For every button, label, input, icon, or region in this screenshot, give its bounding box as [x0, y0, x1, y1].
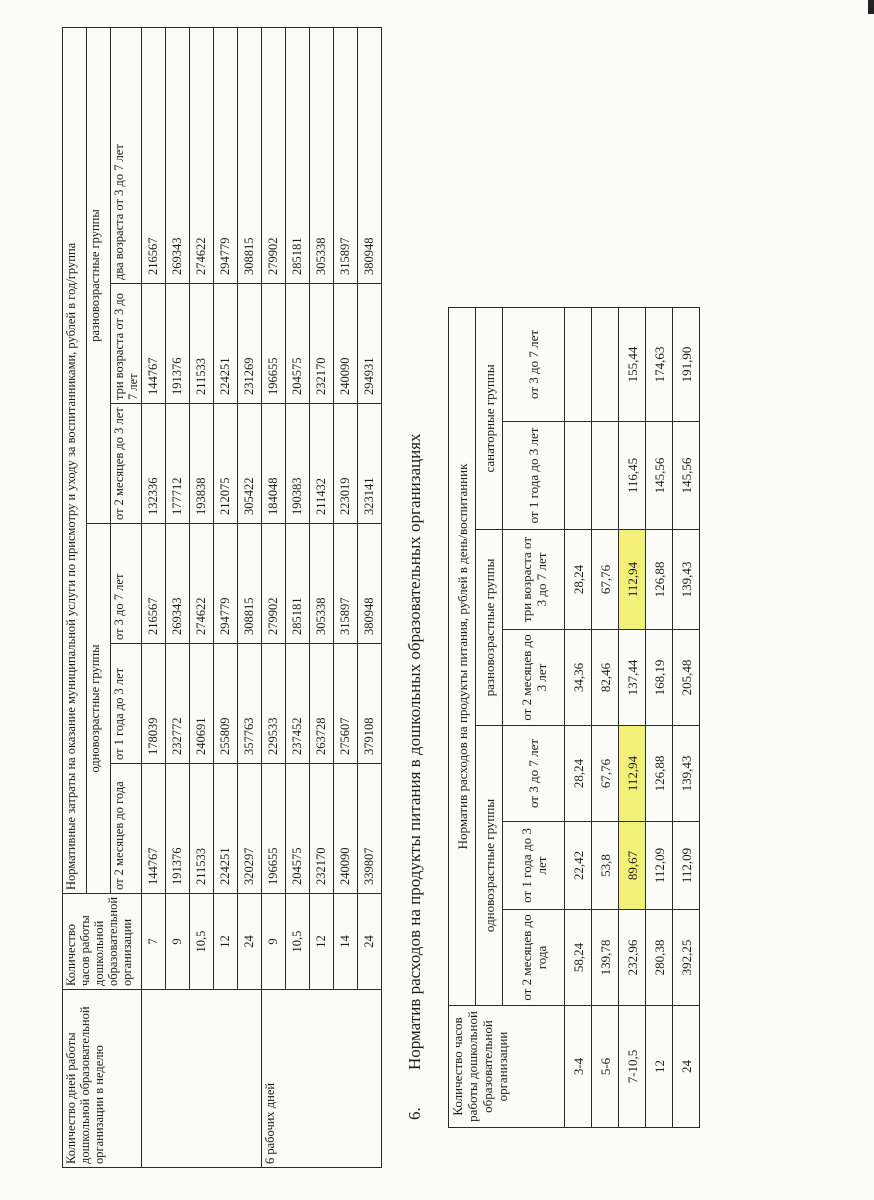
header-sanatorium: санаторные группы [476, 307, 503, 529]
header-same-age: одновозрастные группы [476, 726, 503, 1006]
value-cell: 112,09 [673, 822, 700, 910]
value-cell: 216567 [142, 524, 166, 644]
value-cell: 275607 [334, 644, 358, 764]
value-cell: 269343 [166, 524, 190, 644]
value-cell: 223019 [334, 404, 358, 524]
value-cell: 196655 [262, 284, 286, 404]
value-cell [565, 422, 592, 530]
value-cell: 308815 [238, 28, 262, 284]
value-cell: 177712 [166, 404, 190, 524]
value-cell: 190383 [286, 404, 310, 524]
hours-cell: 12 [310, 894, 334, 990]
section-heading [405, 220, 425, 1120]
value-cell: 132336 [142, 404, 166, 524]
value-cell: 294779 [214, 524, 238, 644]
value-cell: 232170 [310, 764, 334, 894]
value-cell: 216567 [142, 28, 166, 284]
header-col: от 2 месяцев до года [111, 764, 142, 894]
hours-cell: 5-6 [592, 1006, 619, 1128]
value-cell: 112,09 [646, 822, 673, 910]
value-cell: 137,44 [619, 630, 646, 726]
value-cell: 274622 [190, 28, 214, 284]
value-cell: 145,56 [646, 422, 673, 530]
value-cell: 196655 [262, 764, 286, 894]
value-cell: 212075 [214, 404, 238, 524]
value-cell: 155,44 [619, 307, 646, 421]
value-cell: 263728 [310, 644, 334, 764]
value-cell: 232772 [166, 644, 190, 764]
value-cell: 205,48 [673, 630, 700, 726]
value-cell: 305338 [310, 28, 334, 284]
value-cell: 294779 [214, 28, 238, 284]
hours-cell: 12 [214, 894, 238, 990]
value-cell: 67,76 [592, 530, 619, 630]
table-row [646, 307, 673, 1127]
value-cell [592, 307, 619, 421]
value-cell: 139,43 [673, 530, 700, 630]
group-label [142, 990, 262, 1168]
value-cell: 204575 [286, 764, 310, 894]
value-cell: 193838 [190, 404, 214, 524]
value-cell: 315897 [334, 524, 358, 644]
value-cell: 28,24 [565, 726, 592, 822]
value-cell: 112,94 [619, 530, 646, 630]
section-title: Норматив расходов на продукты питания в дошкольных образовательных организациях [405, 433, 424, 1070]
scan-edge-mark [868, 0, 874, 14]
value-cell: 294931 [358, 284, 382, 404]
value-cell: 237452 [286, 644, 310, 764]
value-cell: 58,24 [565, 910, 592, 1006]
value-cell [592, 422, 619, 530]
hours-cell: 14 [334, 894, 358, 990]
value-cell: 280,38 [646, 910, 673, 1006]
hours-cell: 24 [673, 1006, 700, 1128]
value-cell: 139,43 [673, 726, 700, 822]
value-cell: 279902 [262, 524, 286, 644]
value-cell: 274622 [190, 524, 214, 644]
table-row [565, 307, 592, 1127]
value-cell: 323141 [358, 404, 382, 524]
value-cell: 269343 [166, 28, 190, 284]
value-cell: 178039 [142, 644, 166, 764]
food-norms-table [448, 307, 700, 1128]
group-label: 6 рабочих дней [262, 990, 382, 1168]
value-cell: 240090 [334, 284, 358, 404]
hours-cell: 24 [238, 894, 262, 990]
value-cell: 211533 [190, 764, 214, 894]
value-cell: 126,88 [646, 530, 673, 630]
header-norm: Норматив расходов на продукты питания, рублей в день/воспитанник [449, 307, 476, 1005]
table-row [262, 28, 286, 1168]
table-row [619, 307, 646, 1127]
table-row [592, 307, 619, 1127]
value-cell [565, 307, 592, 421]
table-row [673, 307, 700, 1127]
value-cell: 116,45 [619, 422, 646, 530]
header-col: от 3 до 7 лет [111, 524, 142, 644]
value-cell: 232170 [310, 284, 334, 404]
value-cell: 112,94 [619, 726, 646, 822]
hours-cell: 7 [142, 894, 166, 990]
value-cell: 191,90 [673, 307, 700, 421]
value-cell: 229533 [262, 644, 286, 764]
value-cell: 392,25 [673, 910, 700, 1006]
value-cell: 144767 [142, 284, 166, 404]
value-cell: 34,36 [565, 630, 592, 726]
value-cell: 320297 [238, 764, 262, 894]
value-cell: 82,46 [592, 630, 619, 726]
value-cell: 139,78 [592, 910, 619, 1006]
value-cell: 379108 [358, 644, 382, 764]
header-mixed-age: разновозрастные группы [87, 28, 111, 524]
value-cell: 224251 [214, 284, 238, 404]
value-cell: 191376 [166, 284, 190, 404]
header-col: от 1 года до 3 лет [503, 422, 565, 530]
value-cell: 285181 [286, 524, 310, 644]
value-cell: 380948 [358, 524, 382, 644]
hours-cell: 12 [646, 1006, 673, 1128]
value-cell: 255809 [214, 644, 238, 764]
header-costs: Нормативные затраты на оказание муниципальной услуги по присмотру и уходу за воспитанниками, рублей в год/группа [63, 28, 87, 894]
value-cell: 126,88 [646, 726, 673, 822]
section-number: 6. [405, 1107, 424, 1120]
hours-cell: 10,5 [286, 894, 310, 990]
header-mixed-age: разновозрастные группы [476, 530, 503, 726]
value-cell: 53,8 [592, 822, 619, 910]
value-cell: 357763 [238, 644, 262, 764]
value-cell: 339807 [358, 764, 382, 894]
value-cell: 305338 [310, 524, 334, 644]
value-cell: 285181 [286, 28, 310, 284]
header-col: три возраста от 3 до 7 лет [111, 284, 142, 404]
value-cell: 231269 [238, 284, 262, 404]
header-col: от 1 года до 3 лет [111, 644, 142, 764]
value-cell: 28,24 [565, 530, 592, 630]
value-cell: 204575 [286, 284, 310, 404]
header-same-age: одновозрастные группы [87, 524, 111, 894]
value-cell: 211432 [310, 404, 334, 524]
header-col: от 1 года до 3 лет [503, 822, 565, 910]
value-cell: 89,67 [619, 822, 646, 910]
hours-cell: 24 [358, 894, 382, 990]
value-cell: 168,19 [646, 630, 673, 726]
value-cell: 145,56 [673, 422, 700, 530]
value-cell: 22,42 [565, 822, 592, 910]
header-col: от 2 месяцев до 3 лет [503, 630, 565, 726]
hours-cell: 10,5 [190, 894, 214, 990]
value-cell: 305422 [238, 404, 262, 524]
header-col: от 3 до 7 лет [503, 307, 565, 421]
value-cell: 279902 [262, 28, 286, 284]
value-cell: 224251 [214, 764, 238, 894]
hours-cell: 3-4 [565, 1006, 592, 1128]
value-cell: 191376 [166, 764, 190, 894]
value-cell: 144767 [142, 764, 166, 894]
header-days: Количество дней работы дошкольной образовательной организации в неделю [63, 990, 142, 1168]
header-col: от 2 месяцев до года [503, 910, 565, 1006]
value-cell: 240090 [334, 764, 358, 894]
value-cell: 211533 [190, 284, 214, 404]
value-cell: 184048 [262, 404, 286, 524]
hours-cell: 9 [262, 894, 286, 990]
header-col: от 2 месяцев до 3 лет [111, 404, 142, 524]
header-hours: Количество часов работы дошкольной образовательной организации [449, 1006, 565, 1128]
hours-cell: 9 [166, 894, 190, 990]
value-cell: 232,96 [619, 910, 646, 1006]
value-cell: 308815 [238, 524, 262, 644]
header-hours: Количество часов работы дошкольной образовательной организации [63, 894, 142, 990]
table-row [142, 28, 166, 1168]
value-cell: 380948 [358, 28, 382, 284]
header-col: два возраста от 3 до 7 лет [111, 28, 142, 284]
header-col: от 3 до 7 лет [503, 726, 565, 822]
value-cell: 67,76 [592, 726, 619, 822]
value-cell: 240691 [190, 644, 214, 764]
hours-cell: 7-10,5 [619, 1006, 646, 1128]
header-col: три возраста от 3 до 7 лет [503, 530, 565, 630]
cost-norms-table [62, 27, 382, 1168]
value-cell: 315897 [334, 28, 358, 284]
value-cell: 174,63 [646, 307, 673, 421]
